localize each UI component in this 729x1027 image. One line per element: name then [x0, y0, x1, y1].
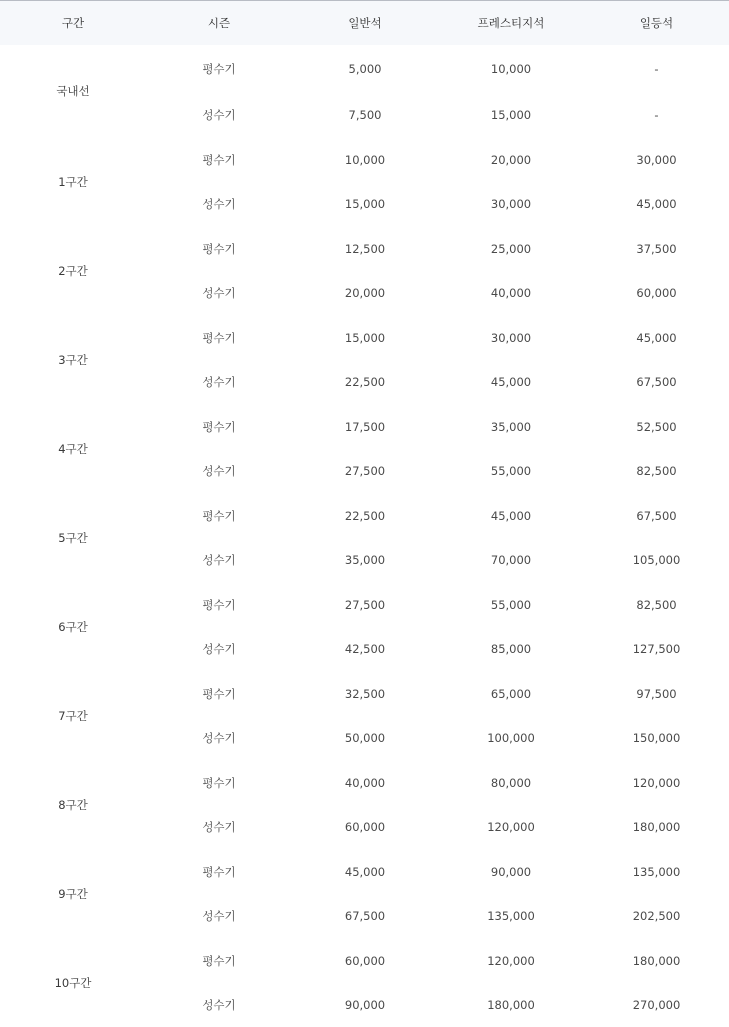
cell-section: 2구간	[58, 263, 88, 278]
cell-first: 97,500	[636, 686, 677, 701]
cell-prestige: 35,000	[490, 419, 532, 434]
header-row	[0, 1, 729, 45]
cell-season: 평수기	[202, 152, 236, 167]
cell-economy: 5,000	[348, 62, 382, 76]
table-row	[0, 849, 729, 894]
cell-prestige: 20,000	[490, 152, 532, 167]
cell-first: 37,500	[636, 241, 677, 256]
cell-prestige: 65,000	[490, 686, 532, 701]
cell-season: 평수기	[202, 62, 236, 76]
cell-prestige: 30,000	[490, 197, 532, 211]
cell-prestige: 100,000	[487, 731, 535, 745]
cell-season: 평수기	[202, 419, 236, 434]
cell-first: 127,500	[632, 642, 681, 656]
cell-economy: 10,000	[344, 152, 386, 167]
cell-first: 135,000	[632, 864, 681, 879]
cell-first: 180,000	[632, 953, 681, 968]
cell-season: 평수기	[202, 597, 236, 612]
table-row	[0, 938, 729, 983]
cell-section: 1구간	[58, 174, 88, 189]
cell-economy: 45,000	[344, 864, 386, 879]
cell-season: 성수기	[202, 375, 236, 389]
cell-prestige: 45,000	[490, 375, 532, 389]
cell-section: 3구간	[58, 352, 88, 367]
cell-economy: 15,000	[344, 330, 386, 345]
cell-prestige: 40,000	[490, 286, 532, 300]
cell-prestige: 120,000	[487, 820, 535, 834]
cell-season: 성수기	[202, 553, 236, 567]
cell-first: 105,000	[632, 553, 681, 567]
cell-section: 국내선	[56, 84, 90, 98]
cell-season: 성수기	[202, 998, 236, 1012]
cell-season: 평수기	[202, 864, 236, 879]
cell-first: 30,000	[636, 152, 677, 167]
cell-season: 평수기	[202, 686, 236, 701]
cell-prestige: 45,000	[490, 508, 532, 523]
cell-season: 성수기	[202, 642, 236, 656]
cell-prestige: 90,000	[490, 864, 532, 879]
cell-prestige: 70,000	[490, 553, 532, 567]
cell-prestige: 85,000	[490, 642, 532, 656]
cell-first: 82,500	[636, 464, 677, 478]
table-row	[0, 226, 729, 271]
header-first: 일등석	[584, 1, 729, 45]
cell-economy: 50,000	[344, 731, 386, 745]
cell-prestige: 80,000	[490, 775, 532, 790]
header-season: 시즌	[146, 1, 292, 45]
cell-section: 9구간	[58, 886, 88, 901]
cell-economy: 7,500	[348, 108, 382, 122]
cell-section: 5구간	[58, 530, 88, 545]
cell-economy: 67,500	[344, 909, 386, 923]
cell-first: 180,000	[632, 820, 681, 834]
cell-economy: 60,000	[344, 820, 386, 834]
table-row	[0, 45, 729, 93]
cell-season: 평수기	[202, 330, 236, 345]
table-row	[0, 671, 729, 716]
cell-first: 45,000	[636, 197, 677, 211]
cell-prestige: 120,000	[487, 953, 535, 968]
cell-economy: 27,500	[344, 464, 386, 478]
cell-first: 67,500	[636, 508, 677, 523]
cell-first: 52,500	[636, 419, 677, 434]
cell-season: 평수기	[202, 241, 236, 256]
cell-economy: 27,500	[344, 597, 386, 612]
cell-season: 성수기	[202, 820, 236, 834]
cell-economy: 35,000	[344, 553, 386, 567]
table-row	[0, 582, 729, 627]
cell-section: 4구간	[58, 441, 88, 456]
cell-economy: 15,000	[344, 197, 386, 211]
cell-economy: 22,500	[344, 375, 386, 389]
cell-first: 270,000	[632, 998, 681, 1012]
cell-prestige: 55,000	[490, 597, 532, 612]
header-economy: 일반석	[292, 1, 438, 45]
cell-section: 8구간	[58, 797, 88, 812]
cell-economy: 17,500	[344, 419, 386, 434]
cell-prestige: 15,000	[490, 108, 532, 122]
cell-first: 60,000	[636, 286, 677, 300]
cell-season: 성수기	[202, 197, 236, 211]
table-row	[0, 760, 729, 805]
cell-season: 성수기	[202, 464, 236, 478]
cell-first: 45,000	[636, 330, 677, 345]
table-header	[0, 1, 729, 45]
cell-season: 평수기	[202, 508, 236, 523]
table-body	[0, 45, 729, 1027]
cell-first: 150,000	[632, 731, 681, 745]
cell-section: 7구간	[58, 708, 88, 723]
cell-prestige: 180,000	[487, 998, 535, 1012]
cell-prestige: 25,000	[490, 241, 532, 256]
cell-season: 성수기	[202, 108, 236, 122]
cell-economy: 12,500	[344, 241, 386, 256]
cell-section: 6구간	[58, 619, 88, 634]
cell-economy: 42,500	[344, 642, 386, 656]
cell-first: -	[654, 108, 659, 122]
cell-first: 120,000	[632, 775, 681, 790]
cell-season: 평수기	[202, 775, 236, 790]
table-row	[0, 404, 729, 449]
table-row	[0, 137, 729, 182]
header-prestige: 프레스티지석	[438, 1, 584, 45]
cell-prestige: 135,000	[487, 909, 535, 923]
cell-section: 10구간	[54, 975, 92, 990]
cell-season: 평수기	[202, 953, 236, 968]
table-row	[0, 493, 729, 538]
cell-season: 성수기	[202, 286, 236, 300]
cell-first: 82,500	[636, 597, 677, 612]
cell-economy: 32,500	[344, 686, 386, 701]
cell-prestige: 55,000	[490, 464, 532, 478]
cell-first: 202,500	[632, 909, 681, 923]
cell-economy: 60,000	[344, 953, 386, 968]
cell-economy: 22,500	[344, 508, 386, 523]
cell-economy: 40,000	[344, 775, 386, 790]
table-row	[0, 315, 729, 360]
mileage-table	[0, 1, 729, 1027]
cell-prestige: 30,000	[490, 330, 532, 345]
cell-economy: 90,000	[344, 998, 386, 1012]
cell-season: 성수기	[202, 909, 236, 923]
cell-economy: 20,000	[344, 286, 386, 300]
cell-prestige: 10,000	[490, 62, 532, 76]
cell-first: 67,500	[636, 375, 677, 389]
header-section: 구간	[0, 1, 146, 45]
cell-first: -	[654, 62, 659, 76]
cell-season: 성수기	[202, 731, 236, 745]
